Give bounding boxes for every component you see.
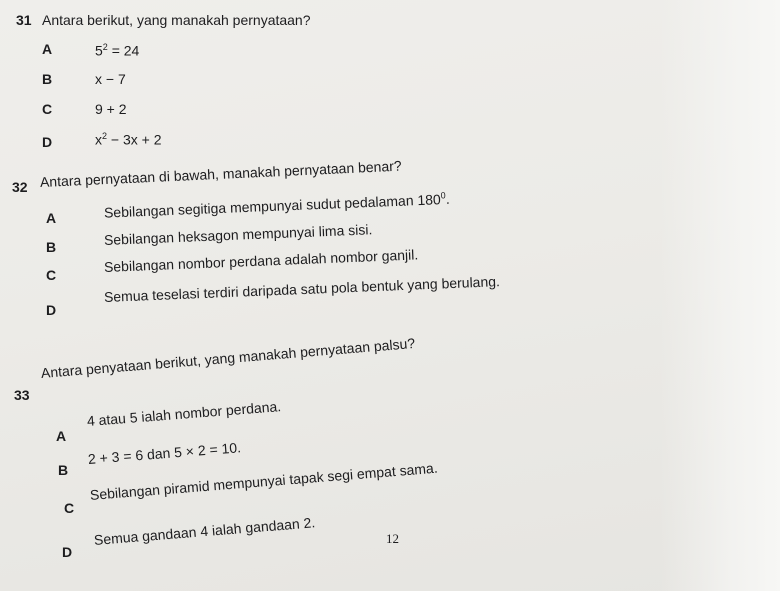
q32-option-a-letter[interactable]: A xyxy=(46,210,57,226)
q31-option-b-letter[interactable]: B xyxy=(42,71,53,87)
q31-option-a-letter[interactable]: A xyxy=(42,41,53,57)
q32-option-b-letter[interactable]: B xyxy=(46,239,57,255)
q33-option-d-letter[interactable]: D xyxy=(62,544,73,560)
question-31-number: 31 xyxy=(16,12,32,28)
q32-option-d-letter[interactable]: D xyxy=(46,302,57,318)
q33-option-b-text: 2 + 3 = 6 dan 5 × 2 = 10. xyxy=(87,439,242,467)
q31-option-d-text: $x^2 - 3x + 2$ xyxy=(95,131,162,148)
q33-option-a-letter[interactable]: A xyxy=(56,428,67,444)
q31-option-d-letter[interactable]: D xyxy=(42,134,53,150)
q31-option-a-text: $5^2 = 24$ xyxy=(95,42,140,59)
q32-option-b-text: Sebilangan heksagon mempunyai lima sisi. xyxy=(103,221,373,248)
question-32-text: Antara pernyataan di bawah, manakah pernyataan benar? xyxy=(39,157,402,190)
question-31-text: Antara berikut, yang manakah pernyataan? xyxy=(42,12,311,28)
q33-option-c-letter[interactable]: C xyxy=(64,500,75,516)
q31-option-c-letter[interactable]: C xyxy=(42,101,53,117)
q32-option-d-text: Semua teselasi terdiri daripada satu pola bentuk yang berulang. xyxy=(103,273,501,305)
q33-option-a-text: 4 atau 5 ialah nombor perdana. xyxy=(86,398,282,429)
q31-option-b-text: x − 7 xyxy=(95,71,126,87)
q33-option-b-letter[interactable]: B xyxy=(58,462,69,478)
question-33-number: 33 xyxy=(14,387,30,403)
question-32-number: 32 xyxy=(12,179,28,195)
page-number: 12 xyxy=(386,531,399,546)
q32-option-a-text: Sebilangan segitiga mempunyai sudut pedalaman $180^0$. xyxy=(103,190,450,221)
q33-option-d-text: Semua gandaan 4 ialah gandaan 2. xyxy=(93,514,316,548)
q32-option-c-text: Sebilangan nombor perdana adalah nombor ganjil. xyxy=(103,246,419,275)
q32-option-c-letter[interactable]: C xyxy=(46,267,57,283)
question-33-text: Antara penyataan berikut, yang manakah pernyataan palsu? xyxy=(40,334,416,381)
page-edge-shadow xyxy=(660,0,780,591)
q33-option-c-text: Sebilangan piramid mempunyai tapak segi empat sama. xyxy=(89,459,439,503)
q31-option-c-text: 9 + 2 xyxy=(95,101,127,117)
